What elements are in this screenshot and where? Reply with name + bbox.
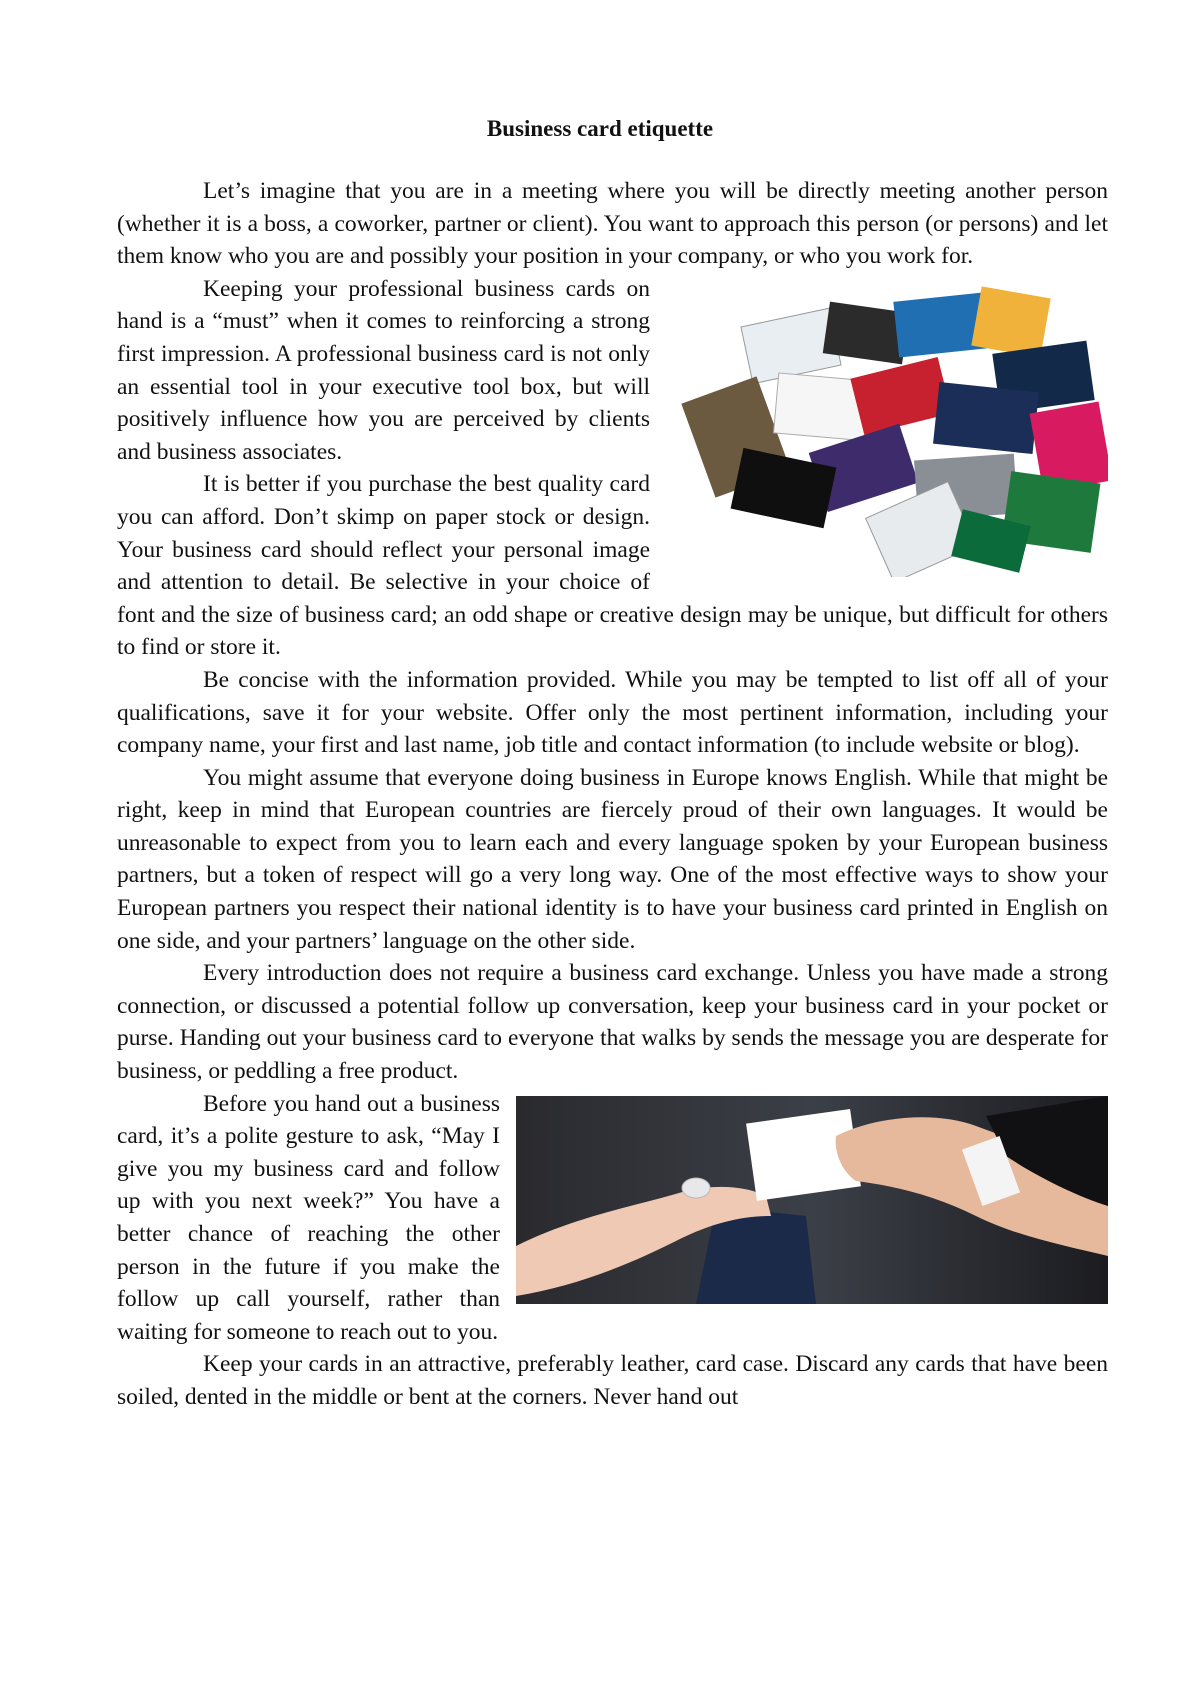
- business-cards-pile-image: [676, 277, 1108, 577]
- paragraph-concise: Be concise with the information provided. While you may be tempted to list off all of your qualifications, save it for your website. Offer only the most pertinent information, including your company name, your first and last name, job title and contact information (to include website or blog).: [117, 666, 1108, 759]
- paragraph-intro: Let’s imagine that you are in a meeting where you will be directly meeting another person (whether it is a boss, a coworker, partner or client). You want to approach this person (or persons) and let them know who you are and possibly your position in your company, or who you work for.: [117, 178, 1108, 270]
- card-exchange-icon: [516, 1096, 1108, 1304]
- card-exchange-image: [516, 1096, 1108, 1304]
- paragraph-keeping-cards: Keeping your professional business cards on hand is a “must” when it comes to reinforcing a strong first impression. A professional business card is not only an essential tool in your executive tool box, but will positively influence how you are perceived by clients and business associates.: [117, 275, 650, 465]
- business-cards-pile-icon: [676, 277, 1108, 577]
- paragraph-europe: You might assume that everyone doing business in Europe knows English. While that might be right, keep in mind that European countries are fiercely proud of their own languages. It would be unreasonable to expect from you to learn each and every language spoken by your European business partners, but a token of respect will go a very long way. One of the most effective ways to show your European partners you respect their national identity is to have your business card printed in English on one side, and your partners’ language on the other side.: [117, 764, 1108, 954]
- paragraph-quality: It is better if you purchase the best quality card you can afford. Don’t skimp on paper stock or design. Your business card should reflect your personal image and attention to detail. Be selective in your choice of font and the size of business card; an odd shape or creative design may be unique, but difficult for others to find or store it.: [117, 471, 1108, 661]
- document-body: [117, 175, 1108, 1414]
- document-title: Business card etiquette: [486, 116, 714, 141]
- paragraph-introduction: Every introduction does not require a business card exchange. Unless you have made a strong connection, or discussed a potential follow up conversation, keep your business card in your pocket or purse. Handing out your business card to everyone that walks by sends the message you are desperate for business, or peddling a free product.: [117, 960, 1108, 1085]
- paragraph-polite-gesture: Before you hand out a business card, it’s a polite gesture to ask, “May I give you my business card and follow up with you next week?” You have a better chance of reaching the other person in the future if you make the follow up call yourself, rather than waiting for someone to reach out to you.: [117, 1090, 500, 1345]
- paragraph-card-case: Keep your cards in an attractive, preferably leather, card case. Discard any cards that have been soiled, dented in the middle or bent at the corners. Never hand out: [117, 1351, 1108, 1410]
